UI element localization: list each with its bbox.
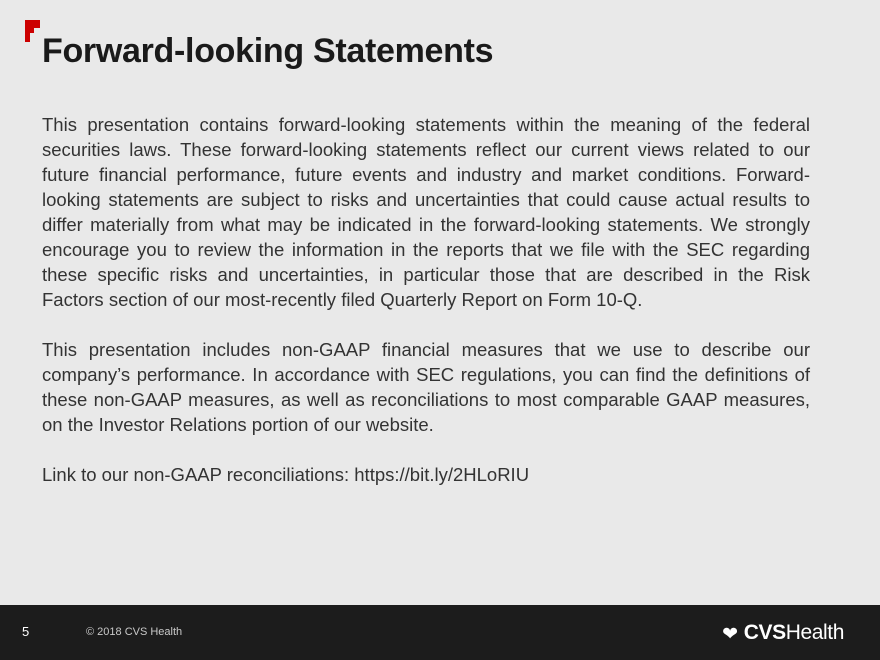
page-title: Forward-looking Statements — [42, 32, 494, 70]
brand-name-cvs: CVS — [743, 621, 786, 644]
paragraph-link[interactable]: Link to our non-GAAP reconciliations: https://bit.ly/2HLoRIU — [42, 464, 530, 485]
body-content — [42, 112, 810, 487]
page-number: 5 — [22, 624, 30, 639]
cvs-flag-icon-notch — [34, 28, 40, 34]
paragraph-disclaimer: This presentation contains forward-looking statements within the meaning of the federal securities laws. These forward-looking statements reflect our current views related to our future financial performance, future events and industry and market conditions. Forward-looking statements are subject to risks and uncertainties that could cause actual results to differ materially from what may be indicated in the forward-looking statements. We strongly encourage you to review the information in the reports that we file with the SEC regarding these specific risks and uncertainties, in particular those that are described in the Risk Factors section of our most-recently filed Quarterly Report on Form 10-Q. — [42, 114, 810, 310]
paragraph-non-gaap: This presentation includes non-GAAP financial measures that we use to describe our company’s performance. In accordance with SEC regulations, you can find the definitions of these non-GAAP measures, as well as reconciliations to most comparable GAAP measures, on the Investor Relations portion of our website. — [42, 339, 810, 435]
cvs-flag-icon — [25, 20, 43, 42]
copyright-notice: © 2018 CVS Health — [86, 626, 183, 638]
cvs-health-logo — [722, 621, 844, 645]
slide-footer — [0, 605, 880, 660]
brand-name-health: Health — [785, 621, 844, 644]
cvs-flag-icon-stem — [25, 33, 30, 42]
heart-icon: ❤ — [722, 623, 738, 645]
